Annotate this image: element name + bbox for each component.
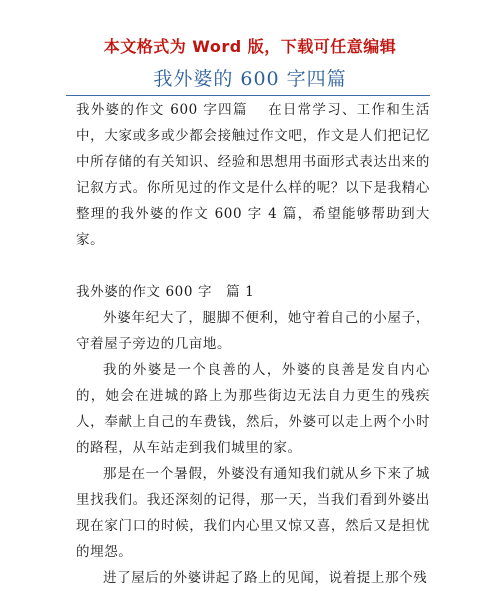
body-paragraph: 外婆年纪大了，腿脚不便利，她守着自己的小屋子，守着屋子旁边的几亩地。 (76, 310, 430, 352)
intro-paragraph: 我外婆的作文 600 字四篇 在日常学习、工作和生活中，大家或多或少都会接触过作文吧，作文是人们把记忆中所存储的有关知识、经验和思想用书面形式表达出来的记叙方式。你所见过的作文是什么样的呢？以下是我精心整理的我外婆的作文 600 字 4 篇，希望能够帮助到大家。 (76, 102, 430, 248)
document-body (76, 97, 430, 591)
body-paragraph: 我的外婆是一个良善的人，外婆的良善是发自内心的，她会在进城的路上为那些街边无法自力更生的残疾人，奉献上自己的车费钱，然后，外婆可以走上两个小时的路程，从车站走到我们城里的家。 (76, 362, 430, 456)
section-heading: 我外婆的作文 600 字 篇 1 (76, 284, 255, 300)
title-divider (66, 95, 430, 96)
body-paragraph: 进了屋后的外婆讲起了路上的见闻，说着提上那个残 (103, 570, 428, 586)
document-title: 我外婆的 600 字四篇 (153, 68, 347, 90)
body-paragraph: 那是在一个暑假，外婆没有通知我们就从乡下来了城里找我们。我还深刻的记得，那一天，当我们看到外婆出现在家门口的时候，我们内心里又惊又喜，然后又是担忧的埋怨。 (76, 466, 430, 560)
word-format-banner: 本文格式为 Word 版，下载可任意编辑 (103, 37, 397, 56)
